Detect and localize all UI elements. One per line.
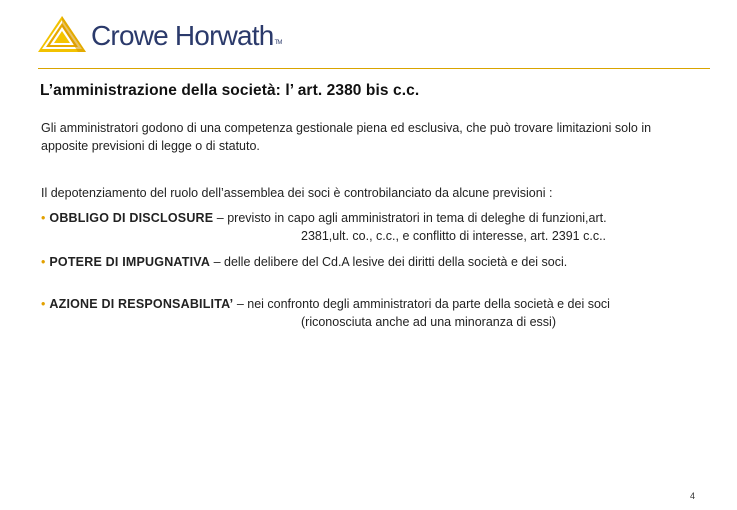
bullet-azione-responsabilita — [41, 295, 711, 331]
pyramid-logo-icon — [38, 16, 86, 56]
bullet-text: – nei confronto degli amministratori da parte della società e dei soci — [233, 297, 610, 311]
context-paragraph: Il depotenziamento del ruolo dell’assemblea dei soci è controbilanciato da alcune previsioni : — [41, 186, 553, 200]
bullet-potere-impugnativa — [41, 253, 711, 271]
bullet-continuation: (riconosciuta anche ad una minoranza di essi) — [301, 315, 556, 329]
page-number: 4 — [690, 491, 696, 501]
bullet-marker: • — [41, 297, 46, 311]
header-divider — [38, 68, 710, 69]
bullet-text: – previsto in capo agli amministratori in tema di deleghe di funzioni,art. — [213, 211, 607, 225]
bullet-marker: • — [41, 211, 46, 225]
bullet-text: – delle delibere del Cd.A lesive dei diritti della società e dei soci. — [210, 255, 568, 269]
bullet-marker: • — [41, 255, 46, 269]
bullet-heading: AZIONE DI RESPONSABILITA’ — [49, 297, 234, 311]
bullet-heading: OBBLIGO DI DISCLOSURE — [49, 211, 214, 225]
intro-paragraph: Gli amministratori godono di una competenza gestionale piena ed esclusiva, che può trovare limitazioni solo in apposite previsioni di legge o di statuto. — [41, 121, 652, 153]
bullet-heading: POTERE DI IMPUGNATIVA — [49, 255, 211, 269]
slide-title: L’amministrazione della società: l’ art. 2380 bis c.c. — [40, 82, 420, 99]
crowe-horwath-logo — [38, 16, 298, 56]
trademark-mark: TM — [274, 40, 282, 46]
bullet-obbligo-disclosure — [41, 209, 711, 245]
bullet-continuation: 2381,ult. co., c.c., e conflitto di interesse, art. 2391 c.c.. — [301, 229, 607, 243]
brand-name: Crowe Horwath™ — [91, 20, 282, 51]
